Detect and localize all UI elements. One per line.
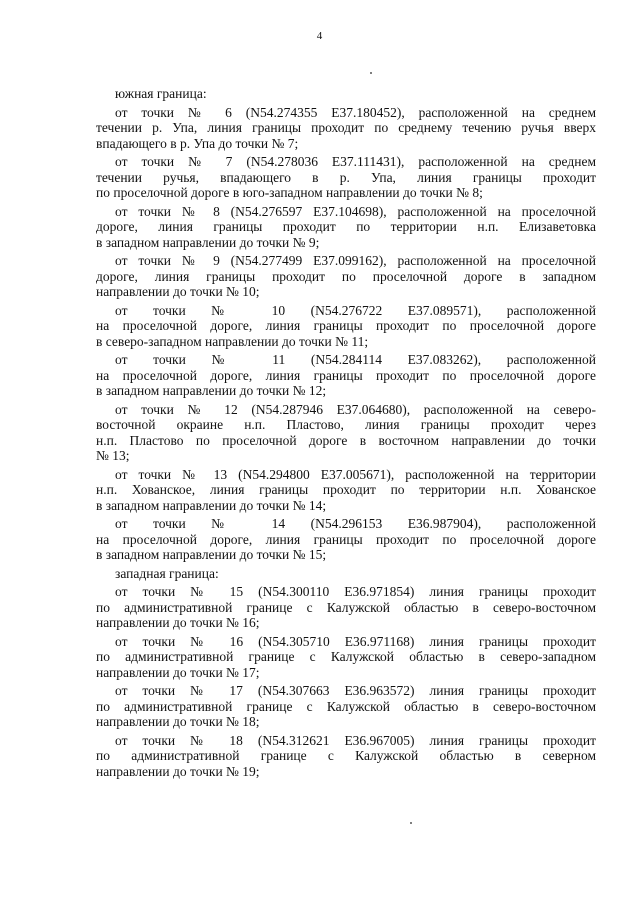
text-line: от точки № 7 (N54.278036 E37.111431), расположенной на среднем bbox=[115, 154, 596, 169]
text-line: № 13; bbox=[96, 448, 130, 463]
document-body bbox=[96, 86, 596, 782]
text-line: дороге, линия границы проходит по проселочной дороге в западном bbox=[96, 268, 596, 284]
page-number: 4 bbox=[316, 30, 323, 42]
paragraph bbox=[96, 516, 596, 563]
text-line: от точки № 6 (N54.274355 E37.180452), расположенной на среднем bbox=[115, 104, 596, 120]
text-line: на проселочной дороге, линия границы проходит по проселочной дороге bbox=[96, 367, 596, 383]
text-line: от точки № 12 (N54.287946 E37.064680), расположенной на северо- bbox=[115, 401, 596, 417]
text-line: по административной границе с Калужской областью в северном bbox=[96, 748, 596, 763]
text-line: на проселочной дороге, линия границы проходит по проселочной дороге bbox=[96, 531, 596, 547]
paragraph bbox=[96, 683, 596, 730]
text-line: направлении до точки № 18; bbox=[96, 714, 260, 729]
text-line: в северо-западном направлении до точки № 11; bbox=[96, 333, 369, 349]
text-line: по проселочной дороге в юго-западном направлении до точки № 8; bbox=[96, 185, 483, 200]
text-line: по административной границе с Калужской областью в северо-западном bbox=[96, 649, 596, 664]
text-line: от точки № 16 (N54.305710 E36.971168) линия границы проходит bbox=[115, 633, 596, 649]
text-line: восточной окраине н.п. Пластово, линия границы проходит через bbox=[96, 417, 596, 432]
text-line: от точки № 9 (N54.277499 E37.099162), расположенной на проселочной bbox=[115, 253, 596, 268]
text-line: южная граница: bbox=[115, 86, 207, 101]
text-line: направлении до точки № 16; bbox=[96, 615, 260, 630]
text-line: от точки № 14 (N54.296153 E36.987904), расположенной bbox=[115, 516, 596, 531]
text-line: н.п. Хованское, линия границы проходит по территории н.п. Хованское bbox=[96, 482, 596, 497]
paragraph bbox=[96, 352, 596, 399]
text-line: по административной границе с Калужской областью в северо-восточном bbox=[96, 599, 596, 615]
text-line: в западном направлении до точки № 12; bbox=[96, 383, 327, 398]
paragraph-gap bbox=[96, 779, 596, 782]
text-line: по административной границе с Калужской областью в северо-восточном bbox=[96, 698, 596, 714]
text-line: течении р. Упа, линия границы проходит по среднему течению ручья вверх bbox=[96, 120, 596, 135]
text-line: на проселочной дороге, линия границы проходит по проселочной дороге bbox=[96, 318, 596, 333]
text-line: от точки № 18 (N54.312621 E36.967005) линия границы проходит bbox=[115, 732, 596, 748]
paragraph bbox=[96, 253, 596, 300]
text-line: в западном направлении до точки № 9; bbox=[96, 234, 320, 250]
paragraph bbox=[96, 402, 596, 464]
paragraph bbox=[96, 584, 596, 631]
text-line: течении ручья, впадающего в р. Упа, линия границы проходит bbox=[96, 169, 596, 185]
text-line: от точки № 8 (N54.276597 E37.104698), расположенной на проселочной bbox=[115, 203, 596, 219]
scan-speck bbox=[410, 822, 412, 824]
text-line: направлении до точки № 10; bbox=[96, 284, 260, 299]
paragraph bbox=[96, 467, 596, 514]
paragraph bbox=[96, 733, 596, 780]
paragraph bbox=[96, 154, 596, 201]
text-line: от точки № 17 (N54.307663 E36.963572) линия границы проходит bbox=[115, 683, 596, 698]
paragraph bbox=[96, 634, 596, 681]
paragraph bbox=[96, 566, 596, 582]
text-line: в западном направлении до точки № 15; bbox=[96, 547, 327, 562]
text-line: впадающего в р. Упа до точки № 7; bbox=[96, 135, 299, 151]
paragraph bbox=[96, 204, 596, 251]
scan-speck bbox=[370, 72, 372, 74]
paragraph bbox=[96, 105, 596, 152]
text-line: от точки № 13 (N54.294800 E37.005671), расположенной на территории bbox=[115, 466, 596, 482]
text-line: от точки № 10 (N54.276722 E37.089571), расположенной bbox=[115, 302, 596, 318]
text-line: дороге, линия границы проходит по территории н.п. Елизаветовка bbox=[96, 219, 596, 234]
text-line: н.п. Пластово по проселочной дороге в восточном направлении до точки bbox=[96, 432, 596, 448]
text-line: западная граница: bbox=[115, 565, 219, 581]
paragraph bbox=[96, 303, 596, 350]
text-line: в западном направлении до точки № 14; bbox=[96, 497, 327, 513]
text-line: от точки № 11 (N54.284114 E37.083262), расположенной bbox=[115, 352, 596, 367]
text-line: направлении до точки № 19; bbox=[96, 763, 260, 779]
text-line: направлении до точки № 17; bbox=[96, 664, 260, 680]
text-line: от точки № 15 (N54.300110 E36.971854) линия границы проходит bbox=[115, 584, 596, 599]
paragraph bbox=[96, 86, 596, 102]
